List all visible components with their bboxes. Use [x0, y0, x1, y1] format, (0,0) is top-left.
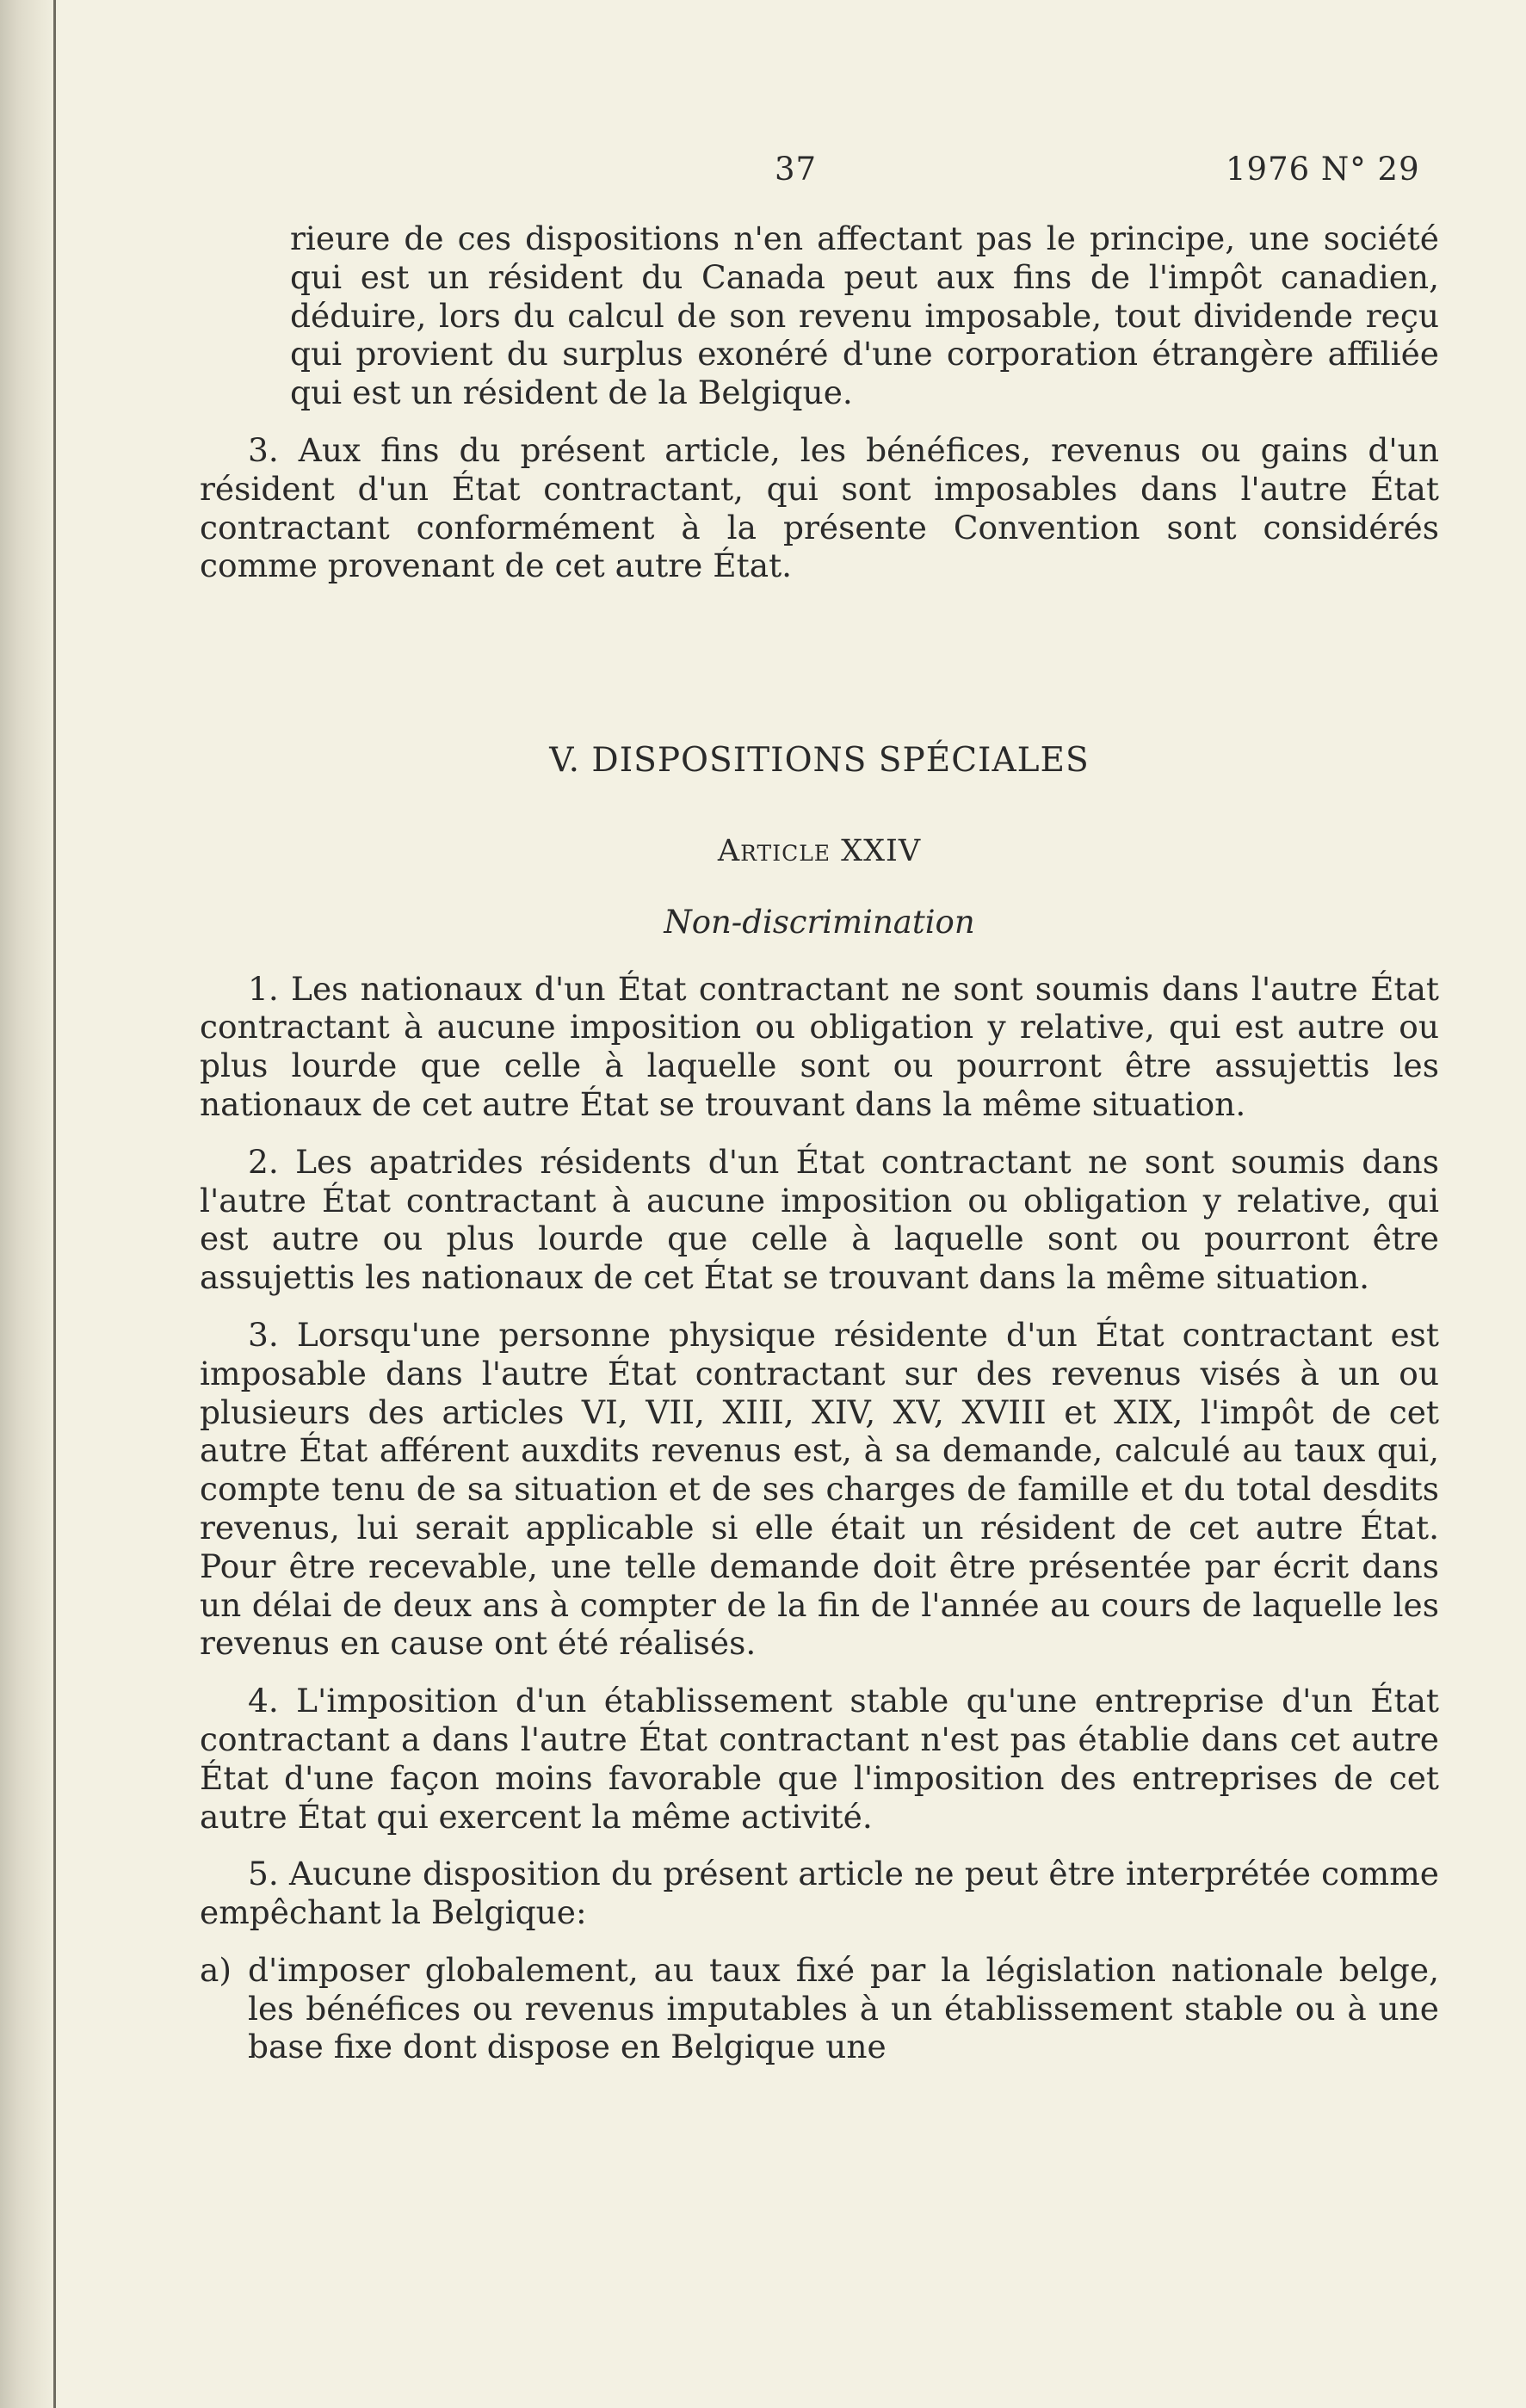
- page-number: 37: [775, 151, 818, 188]
- section-spacer: [200, 604, 1439, 742]
- section-title: V. DISPOSITIONS SPÉCIALES: [549, 741, 1090, 781]
- list-marker: a): [200, 1950, 232, 1989]
- article-paragraph-1: 1. Les nationaux d'un État contractant ne sont soumis dans l'autre État contractant à aucune imposition ou obligation y relative, qui est autre ou plus lourde que celle à laquelle sont ou pourront être assujettis les nationaux de cet autre État se trouvant dans la même situation.: [200, 969, 1439, 1123]
- list-item: [200, 1951, 1439, 2066]
- continued-paragraph: rieure de ces dispositions n'en affectant pas le principe, une société qui est un résident du Canada peut aux fins de l'impôt canadien, déduire, lors du calcul de son revenu imposable, tout dividende reçu qui provient du surplus exonéré d'une corporation étrangère affiliée qui est un résident de la Belgique.: [290, 219, 1439, 412]
- document-reference: 1976 N° 29: [1226, 151, 1420, 188]
- article-paragraph-4: 4. L'imposition d'un établissement stable qu'une entreprise d'un État contractant a dans l'autre État contractant n'est pas établie dans cet autre État d'une façon moins favorable que l'imposition des entreprises de cet autre État qui exercent la même activité.: [200, 1682, 1439, 1836]
- page-body: [200, 219, 1439, 2066]
- list-text: d'imposer globalement, au taux fixé par la législation nationale belge, les bénéfices ou revenus imputables à un établissement stable ou à une base fixe dont dispose en Belgique une: [248, 1950, 1439, 2066]
- article-paragraph-2: 2. Les apatrides résidents d'un État contractant ne sont soumis dans l'autre État contractant à aucune imposition ou obligation y relative, qui est autre ou plus lourde que celle à laquelle sont ou pourront être assujettis les nationaux de cet État se trouvant dans la même situation.: [200, 1142, 1439, 1297]
- paragraph-3: 3. Aux fins du présent article, les bénéfices, revenus ou gains d'un résident d'un État contractant, qui sont imposables dans l'autre État contractant conformément à la présente Convention sont considérés comme provenant de cet autre État.: [200, 430, 1439, 585]
- article-heading: Article XXIV: [717, 833, 922, 868]
- article-paragraph-3: 3. Lorsqu'une personne physique résidente d'un État contractant est imposable dans l'autre État contractant sur des revenus visés à un ou plusieurs des articles VI, VII, XIII, XIV, XV, XVIII et XIX, l'impôt de cet autre État afférent auxdits revenus est, à sa demande, calculé au taux qui, compte tenu de sa situation et de ses charges de famille et du total desdits revenus, lui serait applicable si elle était un résident de cet autre État. Pour être recevable, une telle demande doit être présentée par écrit dans un délai de deux ans à compter de la fin de l'année au cours de laquelle les revenus en cause ont été réalisés.: [200, 1315, 1439, 1663]
- article-subtitle: Non-discrimination: [664, 903, 975, 941]
- article-paragraph-5: 5. Aucune disposition du présent article ne peut être interprétée comme empêchant la Belgique:: [200, 1855, 1439, 1932]
